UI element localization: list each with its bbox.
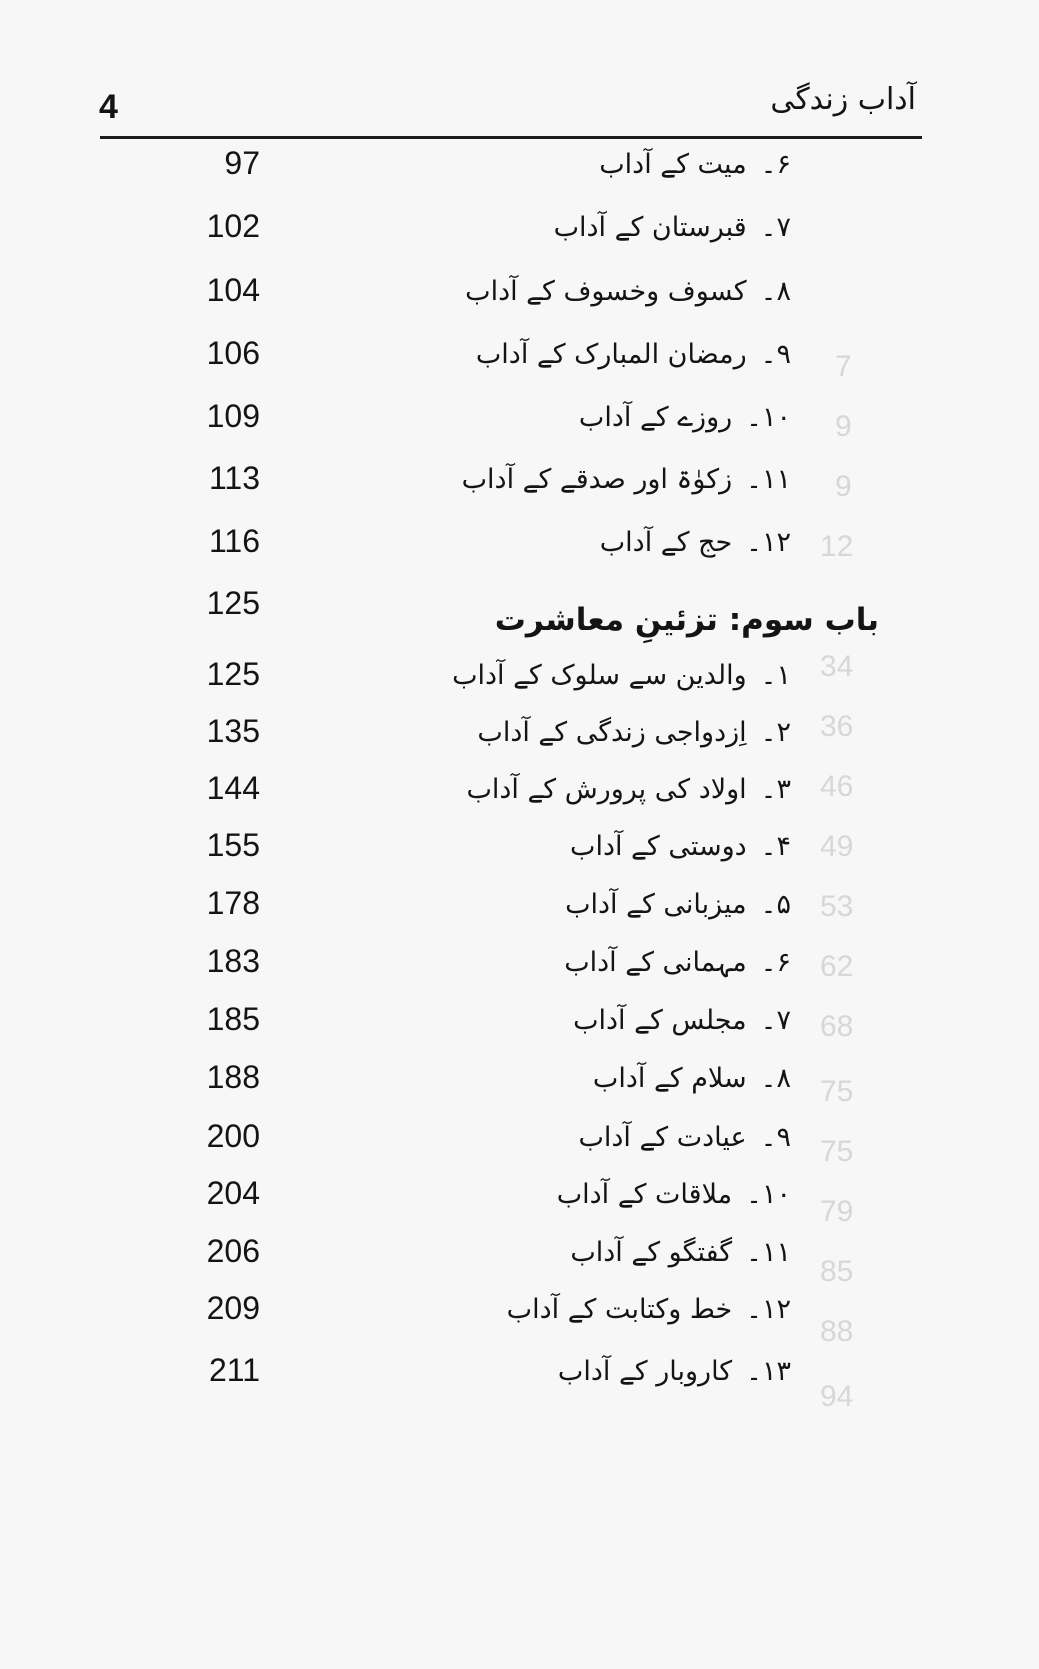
entry-page-number: 116 [208, 523, 260, 559]
entry-text: کاروبار کے آداب [557, 1356, 733, 1387]
entry-number: ۱۰۔ [746, 402, 791, 433]
page-header [95, 82, 920, 138]
toc-entry [0, 768, 1039, 818]
toc-entry [0, 333, 1039, 383]
entry-text: مجلس کے آداب [573, 1005, 747, 1036]
toc-entry [0, 654, 1039, 704]
toc-entry [0, 941, 1039, 991]
entry-title [554, 206, 791, 250]
toc-entry [0, 883, 1039, 933]
entry-title [600, 521, 791, 565]
entry-number: ۵۔ [760, 889, 791, 920]
entry-title [558, 1350, 791, 1394]
entry-title [593, 1057, 791, 1101]
entry-text: مہمانی کے آداب [564, 947, 747, 978]
entry-number: ۶۔ [760, 947, 791, 978]
entry-title [452, 654, 791, 698]
entry-title [477, 711, 791, 755]
entry-number: ۲۔ [760, 717, 791, 748]
toc-entry [0, 1173, 1039, 1223]
entry-page-number: 209 [206, 1290, 260, 1326]
entry-number: ۴۔ [760, 831, 791, 862]
entry-page-number: 102 [206, 208, 260, 244]
entry-number: ۱۱۔ [746, 464, 791, 495]
entry-title [578, 1116, 791, 1160]
entry-number: ۱۱۔ [746, 1237, 791, 1268]
chapter-heading: باب سوم: تزئینِ معاشرت [494, 602, 879, 638]
toc-entry [0, 711, 1039, 761]
entry-page-number: 200 [206, 1118, 260, 1154]
entry-number: ۹۔ [760, 1122, 791, 1153]
entry-text: حج کے آداب [599, 527, 733, 558]
entry-title [570, 825, 791, 869]
entry-title [599, 143, 791, 187]
entry-text: عیادت کے آداب [578, 1122, 747, 1153]
entry-page-number: 185 [206, 1001, 260, 1037]
entry-title [570, 1231, 791, 1275]
toc-entry [0, 1350, 1039, 1400]
entry-text: خط وکتابت کے آداب [506, 1294, 733, 1325]
entry-page-number: 106 [206, 335, 260, 371]
entry-title [466, 768, 791, 812]
entry-page-number: 113 [208, 460, 260, 496]
entry-number: ۷۔ [760, 1005, 791, 1036]
entry-number: ۹۔ [760, 339, 791, 370]
entry-number: ۱۲۔ [746, 527, 791, 558]
entry-number: ۱۰۔ [746, 1179, 791, 1210]
entry-text: روزے کے آداب [578, 402, 733, 433]
entry-page-number: 104 [206, 272, 260, 308]
entry-page-number: 109 [206, 398, 260, 434]
entry-number: ۱۳۔ [746, 1356, 791, 1387]
entry-page-number: 188 [206, 1059, 260, 1095]
entry-page-number: 183 [206, 943, 260, 979]
entry-title [476, 333, 791, 377]
entry-title [579, 396, 791, 440]
page-number: 4 [99, 88, 118, 126]
entry-page-number: 206 [206, 1233, 260, 1269]
chapter-page-number: 125 [206, 585, 260, 621]
entry-page-number: 204 [206, 1175, 260, 1211]
entry-text: میت کے آداب [599, 149, 747, 180]
entry-text: قبرستان کے آداب [553, 212, 747, 243]
entry-page-number: 125 [206, 656, 260, 692]
entry-title [465, 270, 791, 314]
entry-text: رمضان المبارک کے آداب [475, 339, 747, 370]
entry-title [557, 1173, 791, 1217]
entry-title [564, 941, 791, 985]
chapter-heading-row [0, 583, 1039, 643]
toc-entry [0, 521, 1039, 571]
toc-entry [0, 825, 1039, 875]
running-title: آداب زندگی [770, 82, 916, 117]
entry-page-number: 155 [206, 827, 260, 863]
entry-title [462, 458, 791, 502]
entry-page-number: 211 [208, 1352, 260, 1388]
entry-text: میزبانی کے آداب [565, 889, 747, 920]
toc-entry [0, 458, 1039, 508]
entry-title [507, 1288, 791, 1332]
entry-page-number: 97 [224, 145, 260, 181]
entry-number: ۳۔ [760, 774, 791, 805]
entry-page-number: 178 [206, 885, 260, 921]
book-page: 7 9 9 12 34 36 46 49 53 62 68 75 75 79 85 88 94 4 آداب زندگی 97 ۶۔میت کے آداب 102 ۷۔قبرستان کے آداب 104 ۸۔کسوف وخسوف کے آداب 106 ۹۔رمضان المبارک کے آداب 109 ۱۰۔روزے کے آداب 113 ۱۱۔زکوٰۃ اور صدقے کے آداب 116 ۱۲۔حج کے آداب 125 باب سوم: تزئینِ معاشرت 125 ۱۔والدین سے سلوک کے آداب 135 ۲۔اِزدواجی زندگی کے آداب 144 ۳۔اولاد کی پرورش کے آداب 155 ۴۔دوستی کے آداب 178 ۵۔میزبانی کے آداب 183 ۶۔مہمانی کے آداب 185 ۷۔مجلس کے آداب 188 ۸۔سلام کے آداب 200 ۹۔عیادت کے آداب 204 ۱۰۔ملاقات کے آداب 206 ۱۱۔گفتگو کے آداب 209 ۱۲۔خط وکتابت کے آداب 211 ۱۳۔کاروبار کے آداب [0, 0, 1039, 1669]
entry-number: ۸۔ [760, 276, 791, 307]
header-divider [100, 136, 922, 139]
entry-number: ۱۔ [760, 660, 791, 691]
entry-text: والدین سے سلوک کے آداب [452, 660, 747, 691]
entry-text: کسوف وخسوف کے آداب [465, 276, 747, 307]
entry-text: گفتگو کے آداب [570, 1237, 733, 1268]
entry-text: زکوٰۃ اور صدقے کے آداب [461, 464, 733, 495]
entry-number: ۷۔ [760, 212, 791, 243]
entry-title [565, 883, 791, 927]
entry-title [573, 999, 791, 1043]
entry-text: ملاقات کے آداب [556, 1179, 733, 1210]
toc-entry [0, 1288, 1039, 1338]
entry-text: دوستی کے آداب [570, 831, 747, 862]
toc-entry [0, 206, 1039, 256]
toc-entry [0, 396, 1039, 446]
toc-entry [0, 1057, 1039, 1107]
entry-page-number: 144 [206, 770, 260, 806]
toc-entry [0, 1116, 1039, 1166]
entry-number: ۶۔ [760, 149, 791, 180]
entry-text: سلام کے آداب [592, 1063, 747, 1094]
entry-number: ۸۔ [760, 1063, 791, 1094]
entry-number: ۱۲۔ [746, 1294, 791, 1325]
toc-entry [0, 999, 1039, 1049]
toc-entry [0, 1231, 1039, 1281]
toc-entry [0, 143, 1039, 193]
toc-entry [0, 270, 1039, 320]
entry-text: اِزدواجی زندگی کے آداب [477, 717, 747, 748]
entry-page-number: 135 [206, 713, 260, 749]
entry-text: اولاد کی پرورش کے آداب [466, 774, 747, 805]
